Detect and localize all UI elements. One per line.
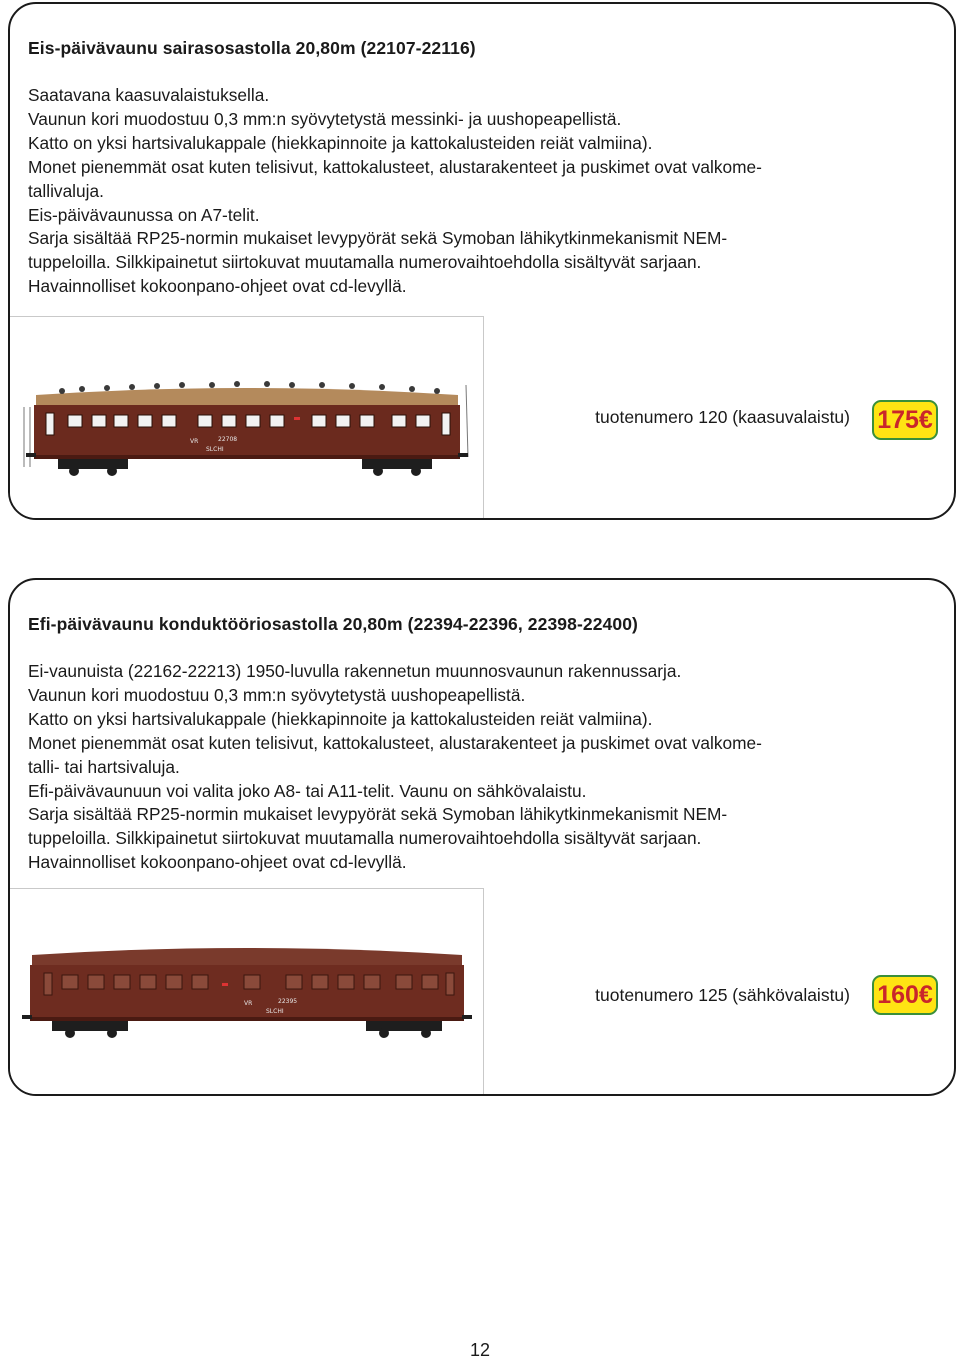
product-title: Efi-päivävaunu konduktööriosastolla 20,80m (22394-22396, 22398-22400) [28, 614, 638, 634]
page-number: 12 [469, 1340, 491, 1360]
description-line: Vaunun kori muodostuu 0,3 mm:n syövytetystä messinki- ja uushopeapellistä. [28, 108, 622, 129]
description-line: tallivaluja. [28, 180, 104, 201]
description-line: Monet pienemmät osat kuten telisivut, kattokalusteet, alustarakenteet ja puskimet ovat valkome- [28, 156, 762, 177]
railcar-model-image [22, 933, 472, 1053]
description-line: Havainnolliset kokoonpano-ohjeet ovat cd-levyllä. [28, 852, 407, 873]
description-line: Monet pienemmät osat kuten telisivut, kattokalusteet, alustarakenteet ja puskimet ovat valkome- [28, 732, 762, 753]
product-photo [8, 316, 484, 520]
description-line: Ei-vaunuista (22162-22213) 1950-luvulla rakennetun muunnosvaunun rakennussarja. [28, 661, 682, 681]
car-marking: SLCHI [206, 446, 224, 453]
description-line: talli- tai hartsivaluja. [28, 756, 180, 777]
description-line: Eis-päivävaunussa on A7-telit. [28, 204, 260, 225]
product-description [28, 84, 928, 299]
description-line: Havainnolliset kokoonpano-ohjeet ovat cd-levyllä. [28, 276, 407, 297]
car-marking: VR [244, 1000, 253, 1007]
description-line: Sarja sisältää RP25-normin mukaiset levypyörät sekä Symoban lähikytkinmekanismit NEM- [28, 804, 728, 825]
description-line: tuppeloilla. Silkkipainetut siirtokuvat muutamalla numerovaihtoehdolla sisältyvät sarjaan. [28, 252, 702, 273]
description-line: Saatavana kaasuvalaistuksella. [28, 85, 270, 105]
product-card-efi [8, 578, 956, 1096]
description-line: Efi-päivävaunuun voi valita joko A8- tai A11-telit. Vaunu on sähkövalaistu. [28, 780, 587, 801]
product-photo [8, 888, 484, 1096]
car-marking: 22395 [278, 998, 298, 1005]
product-description [28, 660, 928, 875]
car-marking: SLCHI [266, 1008, 284, 1015]
description-line: Katto on yksi hartsivalukappale (hiekkapinnoite ja kattokalusteiden reiät valmiina). [28, 132, 653, 153]
description-line: Sarja sisältää RP25-normin mukaiset levypyörät sekä Symoban lähikytkinmekanismit NEM- [28, 228, 728, 249]
product-number-label: tuotenumero 125 (sähkövalaistu) [595, 985, 850, 1005]
description-line: Katto on yksi hartsivalukappale (hiekkapinnoite ja kattokalusteiden reiät valmiina). [28, 708, 653, 729]
car-marking: VR [190, 438, 199, 445]
product-card-eis [8, 2, 956, 520]
railcar-model-image [22, 367, 472, 487]
price-badge: 160€ [872, 975, 938, 1015]
car-marking: 22708 [218, 436, 238, 443]
product-title: Eis-päivävaunu sairasosastolla 20,80m (22107-22116) [28, 38, 476, 58]
description-line: Vaunun kori muodostuu 0,3 mm:n syövytetystä uushopeapellistä. [28, 684, 526, 705]
product-number-label: tuotenumero 120 (kaasuvalaistu) [595, 407, 850, 427]
description-line: tuppeloilla. Silkkipainetut siirtokuvat muutamalla numerovaihtoehdolla sisältyvät sarjaan. [28, 828, 702, 849]
price-badge: 175€ [872, 400, 938, 440]
